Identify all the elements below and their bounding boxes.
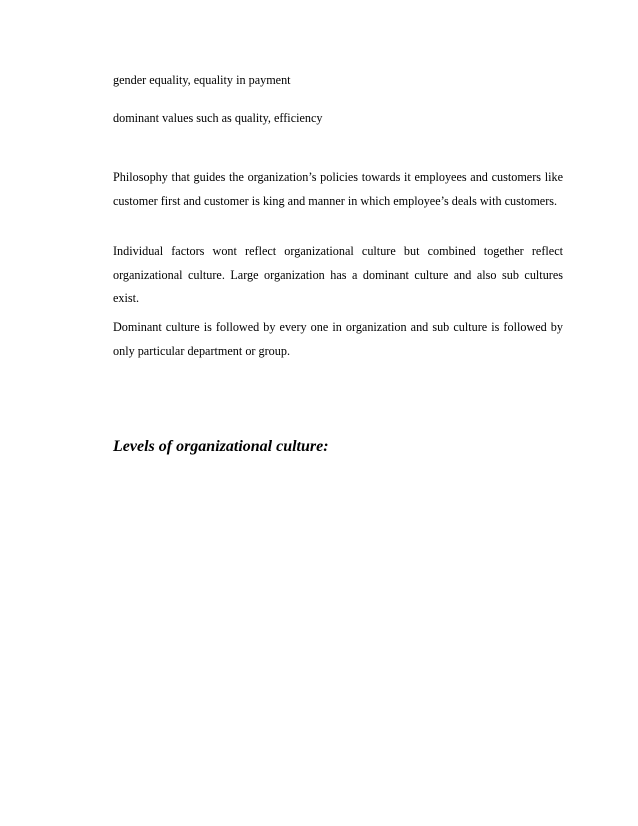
paragraph-philosophy: Philosophy that guides the organization’s policies towards it employees and customers like customer first and customer is king and manner in which employee’s deals with customers. (113, 170, 563, 208)
paragraph-individual-factors: Individual factors wont reflect organizational culture but combined together reflect organizational culture. Large organization has a dominant culture and also sub cultures exist. (113, 244, 563, 305)
text-line-dominant-values: dominant values such as quality, efficiency (113, 111, 323, 125)
text-line-gender-equality: gender equality, equality in payment (113, 73, 291, 87)
section-heading: Levels of organizational culture: (113, 438, 329, 455)
paragraph-dominant-culture: Dominant culture is followed by every one in organization and sub culture is followed by only particular department or group. (113, 320, 563, 358)
